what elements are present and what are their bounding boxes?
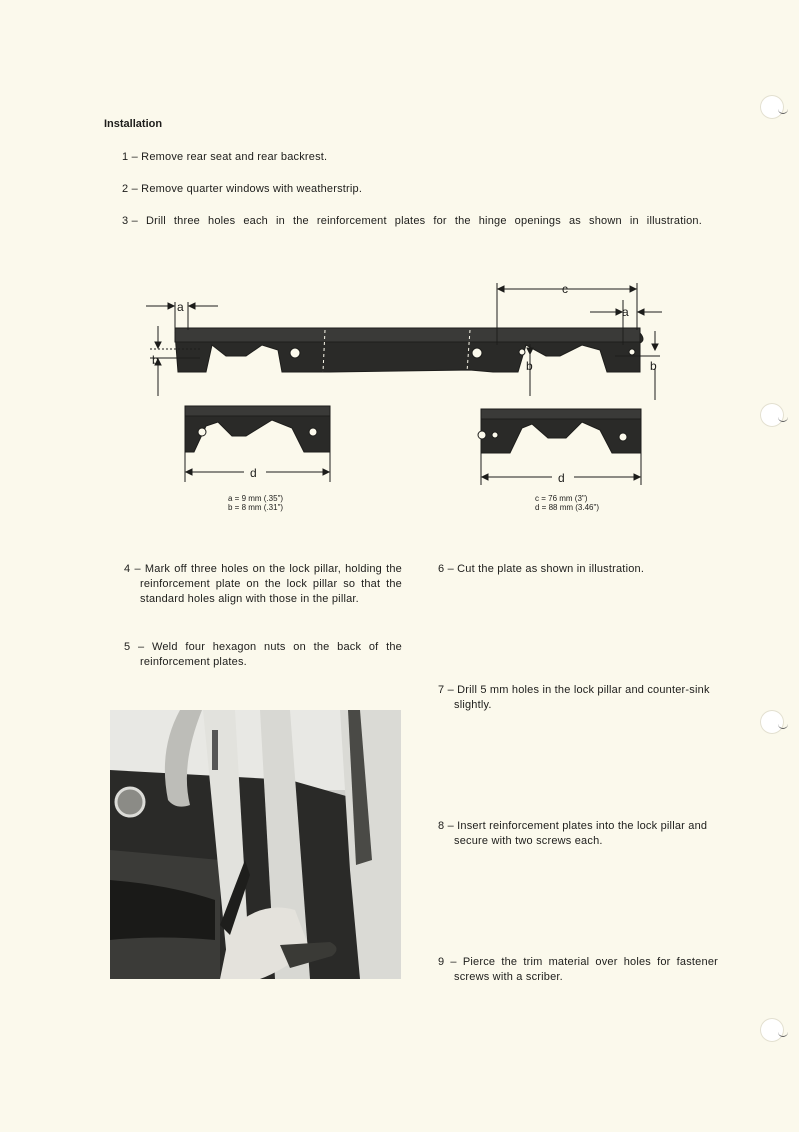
- step-6: 6 – Cut the plate as shown in illustration.: [438, 563, 645, 575]
- step-4: 4 – Mark off three holes on the lock pillar, holding the reinforcement plate on the lock pillar so that the standard holes align with those in the pillar.: [124, 563, 402, 605]
- label-d-left: d: [250, 466, 257, 480]
- step-2-number: 2 –: [122, 183, 138, 195]
- step-9: 9 – Pierce the trim material over holes for fastener screws with a scriber.: [438, 956, 718, 983]
- step-1: [122, 150, 327, 165]
- label-b-left: b: [152, 353, 159, 367]
- step-3: [122, 214, 702, 229]
- step-2: [122, 182, 362, 197]
- label-b-right: b: [650, 359, 657, 373]
- binder-hole-3: [760, 710, 784, 734]
- label-b-mid: b: [526, 359, 533, 373]
- reinforcement-plate-diagram: [0, 270, 799, 510]
- section-heading: Installation: [104, 118, 163, 130]
- label-a-right: a: [622, 305, 629, 319]
- step-1-text: Remove rear seat and rear backrest.: [141, 151, 328, 163]
- label-c: c: [562, 282, 568, 296]
- step-2-text: Remove quarter windows with weatherstrip.: [141, 183, 363, 195]
- step-7: 7 – Drill 5 mm holes in the lock pillar and counter-sink slightly.: [438, 684, 710, 711]
- label-d-right: d: [558, 471, 565, 485]
- step-1-number: 1 –: [122, 151, 138, 163]
- label-a-left: a: [177, 300, 184, 314]
- step-3-text: Drill three holes each in the reinforcement plates for the hinge openings as shown in illustration.: [145, 215, 702, 227]
- spec-c-d: c = 76 mm (3") d = 88 mm (3.46"): [535, 494, 599, 512]
- spec-a-b: a = 9 mm (.35") b = 8 mm (.31"): [228, 494, 284, 512]
- step-8: 8 – Insert reinforcement plates into the lock pillar and secure with two screws each.: [438, 820, 708, 847]
- installation-photo: [110, 710, 401, 979]
- step-3-number: 3 –: [122, 215, 138, 227]
- step-5: 5 – Weld four hexagon nuts on the back of the reinforcement plates.: [124, 641, 402, 668]
- binder-hole-1: [760, 95, 784, 119]
- binder-hole-4: [760, 1018, 784, 1042]
